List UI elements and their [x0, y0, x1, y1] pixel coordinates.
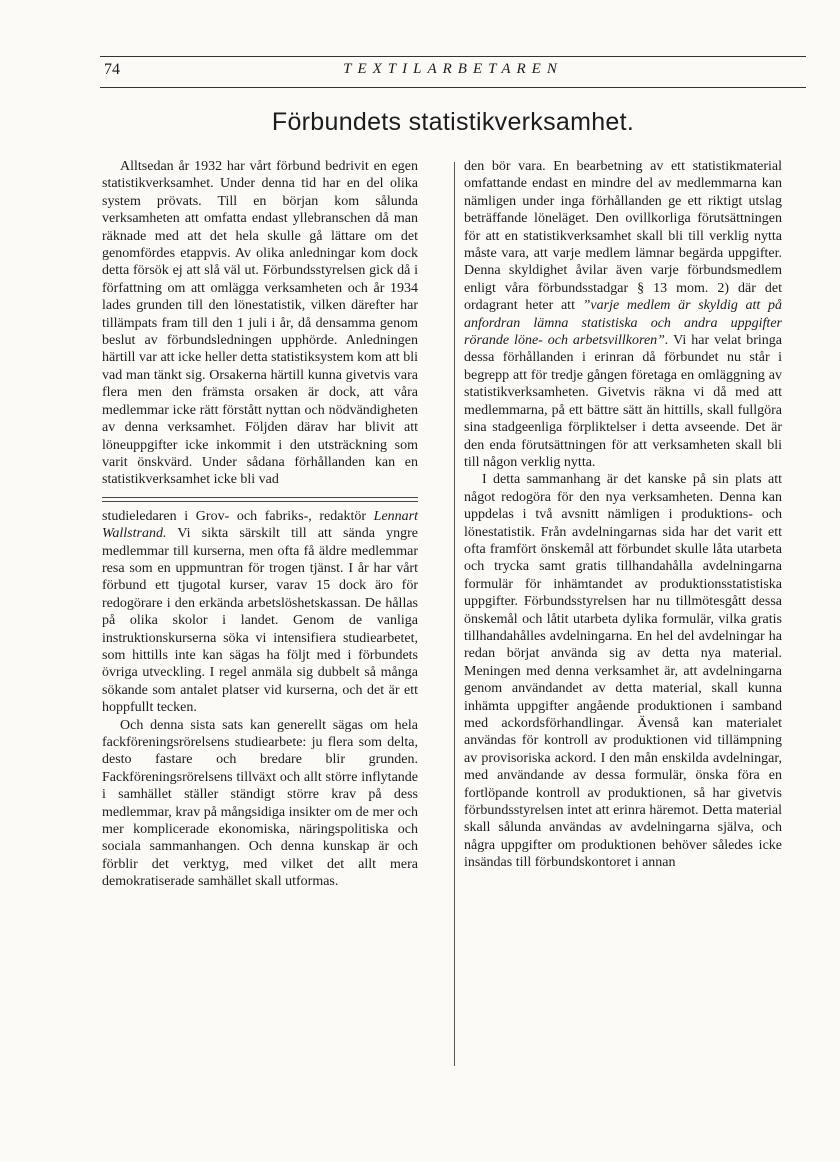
right-column: [464, 158, 782, 872]
left-paragraph-3: Och denna sista sats kan generellt sägas om hela fackföreningsrörelsens studiearbete: ju flera som delta, desto fastare och bredare blir grunden. Fackföreningsrörelsens tillväxt och allt större inflytande i samhället ställer ständigt större krav på dess medlemmar, krav på mångsidiga insikter om de mer och mer komplicerade ekonomiska, näringspolitiska och sociala sammanhangen. Och denna kunskap är och förblir det verktyg, med vilket det allt mera demokratiserade samhället skall utformas.: [102, 717, 418, 890]
right-paragraph-2: I detta sammanhang är det kanske på sin plats att något redogöra för den nya verksamheten. Denna kan uppdelas i två avsnitt nämligen i produktions- och lönestatistik. Från avdelningarnas sida har det varit ett ofta framfört önskemål att förbundet skulle låta utarbeta och trycka samt gratis tillhandahålla avdelningarna formulär för inhämtandet av produktionsstatistiska uppgifter. Förbundsstyrelsen har nu tillmötesgått dessa önskemål och låtit utarbeta dylika formulär, vilka gratis tillhandahålles avdelningarna. En hel del avdelningar ha redan börjat använda sig av detta nya material. Meningen med denna verksamhet är, att avdelningarna genom användandet av detta material, skall kunna inhämta uppgifter angående produktionen i samband med ackordsförhandlingar. Ävenså kan materialet användas för kontroll av produktionen vid tillämpning av provisoriska ackord. I den mån enskilda avdelningar, med användande av dessa formulär, önska föra en fortlöpande kontroll av produktionen, så har givetvis förbundsstyrelsen intet att erinra häremot. Detta material skall sålunda användas av avdelningarna själva, och några uppgifter om produktionen behöver således icke insändas till förbundskontoret i annan: [464, 472, 782, 871]
left-paragraph-1: Alltsedan år 1932 har vårt förbund bedrivit en egen statistikverksamhet. Under denna tid har en del olika system prövats. Till en början kom sålunda verksamheten att omfatta endast yllebranschen då man räknade med att det hela skulle gå lättare om det genomfördes etappvis. Av olika anledningar kom dock detta försök ej att slå väl ut. Förbundsstyrelsen gick då i författning om att omlägga verksamheten och år 1934 lades grunden till den lönestatistik, vilken därefter har tillämpats fram till den 1 juli i år, då densamma genom beslut av förbundsledningen upphörde. Anledningen härtill var att icke heller detta statistiksystem kom att bli vad man tänkt sig. Orsakerna härtill kunna givetvis vara flera men den främsta orsaken är dock, att våra medlemmar icke rätt förstått nyttan och nödvändigheten av denna verksamhet. Följden därav har blivit att löneuppgifter icke inkommit i den utsträckning som varit önskvärd. Under sådana förhållanden kan en statistikverksamhet icke bli vad: [102, 159, 418, 488]
page-header: [100, 56, 806, 88]
page-number: 74: [104, 61, 120, 78]
section-divider: [102, 497, 418, 502]
left-paragraph-2: [102, 508, 418, 717]
column-divider: [454, 162, 455, 1066]
left-paragraph-2-rest: Vi sikta särskilt till att sända yngre medlemmar till kurserna, men ofta få äldre medlemmar resa som en uppmuntran för trogen tjänst. I år har vårt förbund ett tjugotal kurser, varav 15 dock äro för redogörare i den erkända arbetslöshetskassan. De hållas på olika skolor i landet. Genom de vanliga instruktionskurserna söka vi intensifiera studiearbetet, som hittills inte kan sägas ha följt med i förbundets övriga utveckling. I regel anmäla sig dubbelt så många sökande som antalet platser vid kurserna, och det är ett hoppfullt tecken.: [102, 526, 418, 716]
left-column: [102, 158, 418, 891]
right-paragraph-1-start: den bör vara. En bearbetning av ett statistikmaterial omfattande endast en mindre del av medlemmarna kan nämligen under inga förhållanden ge ett riktigt utslag beträffande löneläget. Den ovillkorliga förutsättningen för att en statistikverksamhet skall bli till verklig nytta måste vara, att varje medlem lämnar begärda uppgifter. Denna skyldighet åvilar även varje förbundsmedlem enligt våra förbundsstadgar § 13 mom. 2) där det ordagrant heter att: [464, 159, 782, 314]
running-head: TEXTILARBETAREN: [343, 61, 563, 77]
left-paragraph-2-start: studieledaren i Grov- och fabriks-, redaktör: [102, 508, 374, 524]
right-paragraph-1-rest: Vi har velat bringa dessa förhållanden i erinran då förbundet nu står i begrepp att för tredje gången företaga en omläggning av statistikverksamheten. Givetvis räkna vi då med att medlemmarna, på ett bättre sätt än hittills, skall fullgöra sina stadgeenliga förpliktelser i detta avseende. Det är den enda förutsättningen för att verksamheten skall bli till någon verklig nytta.: [464, 333, 782, 470]
right-paragraph-1: [464, 158, 782, 471]
article-title: Förbundets statistikverksamhet.: [271, 108, 635, 136]
editor-name: Lennart Wallstrand.: [102, 508, 418, 542]
statute-quote: ”varje medlem är skyldig att på anfordran lämna statistiska och andra uppgifter rörande löne- och arbetsvillkoren”.: [464, 298, 782, 349]
